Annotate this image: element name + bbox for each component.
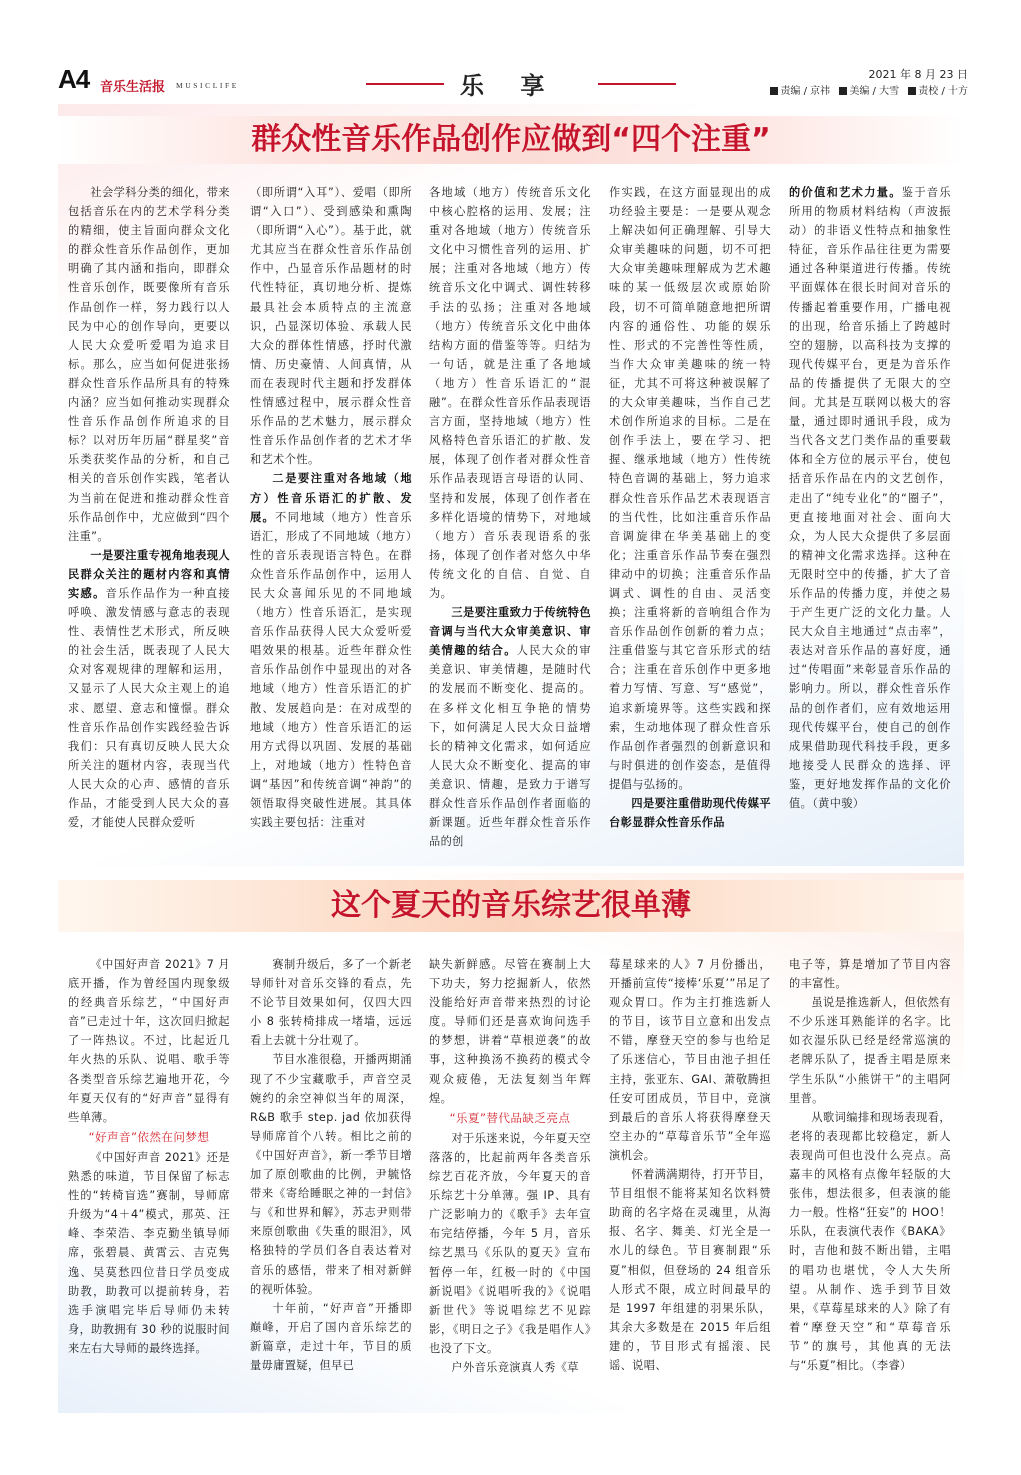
article2-column-2 [250,955,412,1405]
section-lead: 四是要注重借助现代传媒平台彰显群众性音乐作品 [609,797,771,830]
section-name: 乐 享 [460,71,559,100]
paragraph [68,546,230,832]
section-rule-right [598,83,676,85]
subheading: “乐夏”替代品缺乏亮点 [449,1110,571,1125]
article2-title: 这个夏天的音乐综艺很单薄 [58,880,964,932]
article2-column-1 [68,955,230,1405]
editor-credit: 责校 / 十方 [918,86,968,97]
page-number: A4 [58,64,90,94]
subheading: “好声音”依然在问梦想 [88,1129,210,1144]
paragraph: 从歌词编排和现场表现看，老将的表现都比较稳定，新人表现尚可但也没什么亮点。高嘉丰的风格有点像年轻版的大张伟，想法很多，但表演的能力一般。性格“狂妄”的 HOO！乐队，在表演代表作《BAKA》时，吉他和鼓不断出错，主唱的唱功也堪忧，令人大失所望。从制作、选手到节目效果，《草莓星球来的人》除了有着“摩登天空”和“草莓音乐节”的旗号，其他真的无法与“乐夏”相比。（李睿） [789,1110,951,1372]
paragraph-text: 人民大众的审美意识、审美情趣，是随时代的发展而不断变化、提高的。在多样文化相互争艳的情势下，如何满足人民大众日益增长的精神文化需求，如何适应人民大众不断变化、提高的审美意识、情趣，是致力于谱写群众性音乐作品创作者面临的新课题。近些年群众性音乐作品的创 [429,644,591,849]
article1-column-1 [68,183,230,863]
page-header [58,62,968,102]
article2-column-5 [789,955,951,1405]
paragraph: 怀着满满期待，打开节目，节目组恨不能将某知名饮料赞助商的名字烙在灵魂里，从海报、名字、舞美、灯光全是一水儿的绿色。节目赛制跟“乐夏”相似，但登场的 24 组音乐人形式不限，成立时间最早的是 1997 年组建的羽果乐队，其余大多数是在 2015 年后组建的，节目形式有摇滚、民谣、说唱、 [609,1168,771,1372]
bullet-square-icon [908,87,916,95]
issue-date: 2021 年 8 月 23 日 [868,68,968,81]
article1-column-4 [609,183,771,863]
paragraph: 户外音乐竞演真人秀《草 [451,1360,579,1374]
paragraph: 节目水准很稳，开播两期涌现了不少宝藏歌手，声音空灵婉约的余空神似当年的周深，R&B 歌手 step. jad 依加获得导师席首个八转。相比之前的《中国好声音》，新一季节目增加了原创歌曲的比例，尹毓恪带来《寄给睡眠之神的一封信》与《和世界和解》，苏志尹则带来原创歌曲《失重的眼泪》，风格独特的学员们各自表达着对音乐的感悟，带来了相对新鲜的视听体验。 [250,1053,412,1296]
article1-column-5 [789,183,951,863]
section-lead: 三是要注重致力于传统特色音调与当代大众审美意识、审美情趣的结合。 [429,606,591,658]
bullet-square-icon [770,87,778,95]
paragraph: 赛制升级后，多了一个新老导师针对音乐交锋的看点，先不论节目效果如何，仅四大四小 8 张转椅排成一堵墙，远远看上去就十分壮观了。 [250,958,412,1048]
newspaper-english-name: MUSICLIFE [176,81,239,90]
article1-column-3 [429,183,591,863]
paragraph-text: 鉴于音乐所用的物质材料结构（声波振动）的非语义性特点和抽象性特征，音乐作品往往更为需要通过各种渠道进行传播。传统平面媒体在很长时间对音乐的传播起着重要作用，广播电视的出现，给音乐插上了跨越时空的翅膀，以高科技为支撑的现代传媒平台，更是为音乐作品的传播提供了无限大的空间。尤其是互联网以极大的容量，通过即时通讯手段，成为当代各文艺门类作品的重要载体和全方位的展示平台，使包括音乐作品在内的文艺创作，走出了“纯专业化”的“圈子”，更直接地面对社会、面向大众，为人民大众提供了多层面的精神文化需求选择。这种在无限时空中的传播，扩大了音乐作品的传播力度，并使之易于产生更广泛的文化力量。人民大众自主地通过“点击率”，表达对音乐作品的喜好度，通过“传唱面”来彰显音乐作品的影响力。所以，群众性音乐作品的创作者们，应有效地运用现代传媒平台，使自己的创作成果借助现代科技手段，更多地接受人民群众的选择、评鉴，更好地发挥作品的文化价值。（黄中骏） [789,186,951,810]
paragraph: 《中国好声音 2021》7 月底开播，作为曾经国内现象级的经典音乐综艺，“中国好声音”已走过十年，这次回归掀起了一阵热议。不过，比起近几年火热的乐队、说唱、歌手等各类型音乐综艺遍地开花，今年夏天仅有的“好声音”显得有些单薄。 [68,958,230,1124]
paragraph: 电子等，算是增加了节目内容的丰富性。 [789,958,951,991]
article2-column-4 [609,955,771,1405]
paragraph: 十年前，“好声音”开播即巅峰，开启了国内音乐综艺的新篇章，走过十年，节目的质量毋庸置疑，但早已 [250,1301,412,1372]
paragraph-text: 音乐作品作为一种直接呼唤、激发情感与意志的表现性、表情性艺术形式，所反映的社会生活，既表现了人民大众对客观规律的理解和运用，又显示了人民大众主观上的追求、愿望、意志和憧憬。群众性音乐作品创作实践经验告诉我们：只有真切反映人民大众所关注的题材内容，表现当代人民大众的心声、感情的音乐作品，才能受到人民大众的喜爱，才能使人民群众爱听 [68,586,230,830]
paragraph: （即所谓“入耳”）、爱唱（即所谓“入口”）、受到感染和熏陶（即所谓“入心”）。基于此，就尤其应当在群众性音乐作品创作中，凸显音乐作品题材的时代性特征，真切地分析、提炼最具社会本质特点的主流意识，凸显深切体验、承载人民大众的群体性情感，抒时代激情、历史豪情、人间真情，从而在表现时代主题和抒发群体性情感过程中，展示群众性音乐作品的艺术魅力，展示群众性音乐作品创作者的艺术才华和艺术个性。 [250,186,412,467]
paragraph: 社会学科分类的细化，带来包括音乐在内的艺术学科分类的精细，使主旨面向群众文化的群众性音乐作品创作，更加明确了其内涵和指向，即群众性音乐创作，既要像所有音乐作品创作一样，努力践行以人民为中心的创作导向，更要以人民大众爱听爱唱为追求目标。那么，应当如何促进张扬群众性音乐作品所具有的特殊内涵？应当如何推动实现群众性音乐作品创作所追求的目标？以对历年历届“群星奖”音乐类获奖作品的分析，和自己相关的音乐创作实践，笔者认为当前在促进和推动群众性音乐作品创作中，尤应做到“四个注重”。 [68,186,230,543]
section-rule-left [366,83,444,85]
paragraph [609,794,771,832]
section-lead: 的价值和艺术力量。 [789,186,902,199]
newspaper-name: 音乐生活报 [100,80,166,95]
article1-title: 群众性音乐作品创作应做到“四个注重” [58,116,964,164]
paragraph-text: 不同地域（地方）性音乐语汇，形成了不同地域（地方）性的音乐表现语言特色。在群众性音乐作品创作中，运用人民大众喜闻乐见的不同地域（地方）性音乐语汇，是实现音乐作品获得人民大众爱听爱唱效果的根基。近些年群众性音乐作品创作中显现出的对各地域（地方）性音乐语汇的扩散、发展趋向是：在对成型的地域（地方）性音乐语汇的运用方式得以巩固、发展的基础上，对地域（地方）性特色音调“基因”和传统音调“神韵”的领悟取得突破性进展。其具体实践主要包括：注重对 [250,510,412,830]
paragraph: 《中国好声音 2021》还是熟悉的味道，节目保留了标志性的“转椅盲选”赛制，导师席升级为“4＋4”模式，那英、汪峰、李荣浩、李克勤坐镇导师席，张碧晨、黄霄云、吉克隽逸、吴莫愁四位昔日学员变成助教，助教可以提前转身，若选手演唱完毕后导师仍未转身，助教拥有 30 秒的说服时间来左右大导师的最终选择。 [68,1150,230,1355]
section-lead: 一是要注重专视角地表现人民群众关注的题材内容和真情实感。 [68,548,230,600]
paragraph [789,183,951,813]
paragraph: 缺失新鲜感。尽管在赛制上大下功夫，努力挖掘新人，依然没能给好声音带来热烈的讨论度。导师们还是喜欢询问选手的梦想，讲着“草根逆袭”的故事，这种换汤不换药的模式令观众疲倦，无法复刻当年辉煌。 [429,958,591,1105]
editor-credit: 责编 / 京祎 [780,86,831,97]
article2-column-3 [429,955,591,1405]
paragraph: 莓星球来的人》7 月份播出，开播前宣传“接棒‘乐夏’”吊足了观众胃口。作为主打推选新人的节目，该节目立意和出发点不错，摩登天空的参与也给足了乐迷信心，节目由池子担任主持，张亚东、GAI、萧敬腾担任安可团成员，节目中，竞演到最后的音乐人将获得摩登天空主办的“草莓音乐节”全年巡演机会。 [609,958,771,1162]
paragraph: 对于乐迷来说，今年夏天空落落的，比起前两年各类音乐综艺百花齐放，今年夏天的音乐综艺十分单薄。强 IP、具有广泛影响力的《歌手》去年宣布完结停播，今年 5 月，音乐综艺黑马《乐队的夏天》宣布暂停一年，红极一时的《中国新说唱》《说唱听我的》《说唱新世代》等说唱综艺不见踪影，《明日之子》《我是唱作人》也没了下文。 [429,1131,591,1355]
paragraph [250,469,412,832]
paragraph: 各地域（地方）传统音乐文化中核心腔格的运用、发展；注重对各地域（地方）传统音乐文化中习惯性音列的运用、扩展；注重对各地域（地方）传统音乐文化中调式、调性转移手法的弘扬；注重对各地域（地方）传统音乐文化中曲体结构方面的借鉴等等。归结为一句话，就是注重了各地域（地方）性音乐语汇的“混融”。在群众性音乐作品表现语言方面，坚持地域（地方）性风格特色音乐语汇的扩散、发展，体现了创作者对群众性音乐作品表现语言母语的认同、坚持和发展，体现了创作者在多样化语境的情势下，对地域（地方）音乐表现语系的张扬，体现了创作者对悠久中华传统文化的自信、自觉、自为。 [429,186,591,600]
paragraph [429,603,591,851]
bullet-square-icon [839,87,847,95]
paragraph: 虽说是推选新人，但依然有不少乐迷耳熟能详的名字。比如衣湿乐队已经是经常巡演的老牌乐队了，提香主唱是原来学生乐队“小熊饼干”的主唱阿里普。 [789,996,951,1105]
section-lead: 二是要注重对各地域（地方）性音乐语汇的扩散、发展。 [250,472,412,524]
article1-column-2 [250,183,412,863]
paragraph: 作实践，在这方面显现出的成功经验主要是：一是要从观念上解决如何正确理解、引导大众审美趣味的问题，切不可把大众审美趣味理解成为艺术趣味的某一低级层次或原始阶段，切不可简单随意地把所谓内容的通俗性、功能的娱乐性、形式的不完善性等性质，当作大众审美趣味的统一特征，尤其不可将这种被误解了的大众审美趣味，当作自己艺术创作所追求的目标。二是在创作手法上，要在学习、把握、继承地域（地方）性传统特色音调的基础上，努力追求群众性音乐作品艺术表现语言的当代性，比如注重音乐作品音调旋律在华美基础上的变化；注重音乐作品节奏在强烈律动中的切换；注重音乐作品调式、调性的自由、灵活变换；注重将新的音响组合作为音乐作品创作创新的着力点；注重借鉴与其它音乐形式的结合；注重在音乐创作中更多地着力写情、写意、写“感觉”，追求新境界等。这些实践和探索，生动地体现了群众性音乐作品创作者强烈的创新意识和与时俱进的创作姿态，是值得提倡与弘扬的。 [609,186,771,791]
editor-credit: 美编 / 大雪 [849,86,900,97]
editor-credits [764,82,968,97]
